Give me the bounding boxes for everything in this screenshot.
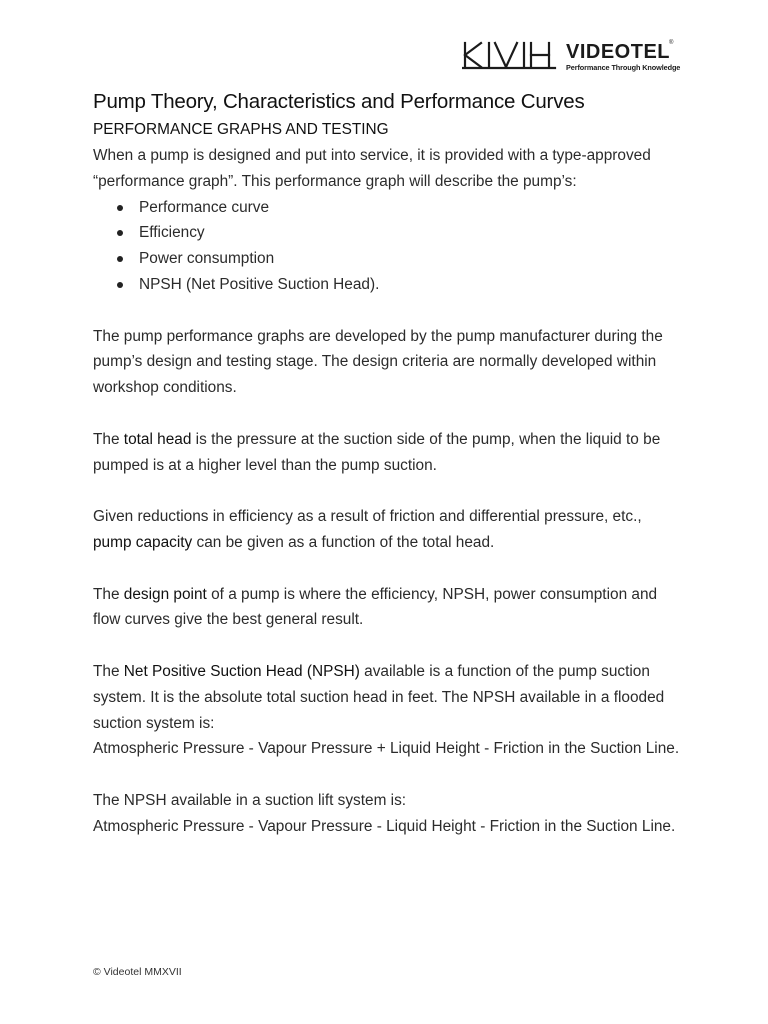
total-head-paragraph: The total head is the pressure at the suction side of the pump, when the liquid to be pumped is at a higher level than the pump suction. <box>93 430 661 474</box>
intro-paragraph: When a pump is designed and put into service, it is provided with a type-approved “performance graph”. This performance graph will describe the pump’s: <box>93 147 651 190</box>
copyright-footer: © Videotel MMXVII <box>93 966 182 978</box>
section-heading: PERFORMANCE GRAPHS AND TESTING <box>93 121 389 138</box>
flooded-formula: Atmospheric Pressure - Vapour Pressure + Liquid Height - Friction in the Suction Line. <box>93 740 680 758</box>
term-npsh: Net Positive Suction Head (NPSH) <box>123 662 360 680</box>
bullet-list <box>93 195 683 298</box>
document-body <box>93 88 683 840</box>
trademark-mark: ® <box>669 40 674 46</box>
list-item: Power consumption <box>93 246 683 272</box>
page-title: Pump Theory, Characteristics and Performance Curves <box>93 90 585 113</box>
term-total-head: total head <box>123 430 192 448</box>
lift-paragraph: The NPSH available in a suction lift system is: <box>93 791 407 809</box>
videotel-logo <box>462 40 682 74</box>
npsh-paragraph: The Net Positive Suction Head (NPSH) available is a function of the pump suction system. It is the absolute total suction head in feet. The NPSH available in a flooded suction system is: <box>93 662 665 732</box>
brand-name: VIDEOTEL <box>566 41 671 63</box>
lift-formula: Atmospheric Pressure - Vapour Pressure - Liquid Height - Friction in the Suction Line. <box>93 817 676 835</box>
kvh-logo-icon <box>462 40 558 70</box>
capacity-paragraph: Given reductions in efficiency as a result of friction and differential pressure, etc., pump capacity can be given as a function of the total head. <box>93 508 642 551</box>
brand-tagline: Performance Through Knowledge <box>566 63 681 72</box>
design-point-paragraph: The design point of a pump is where the efficiency, NPSH, power consumption and flow curves give the best general result. <box>93 585 658 629</box>
term-design-point: design point <box>123 585 207 603</box>
term-pump-capacity: pump capacity <box>93 533 193 551</box>
list-item: Efficiency <box>93 220 683 246</box>
list-item: NPSH (Net Positive Suction Head). <box>93 272 683 298</box>
graphs-paragraph: The pump performance graphs are developed by the pump manufacturer during the pump’s design and testing stage. The design criteria are normally developed within workshop conditions. <box>93 327 663 397</box>
list-item: Performance curve <box>93 195 683 221</box>
